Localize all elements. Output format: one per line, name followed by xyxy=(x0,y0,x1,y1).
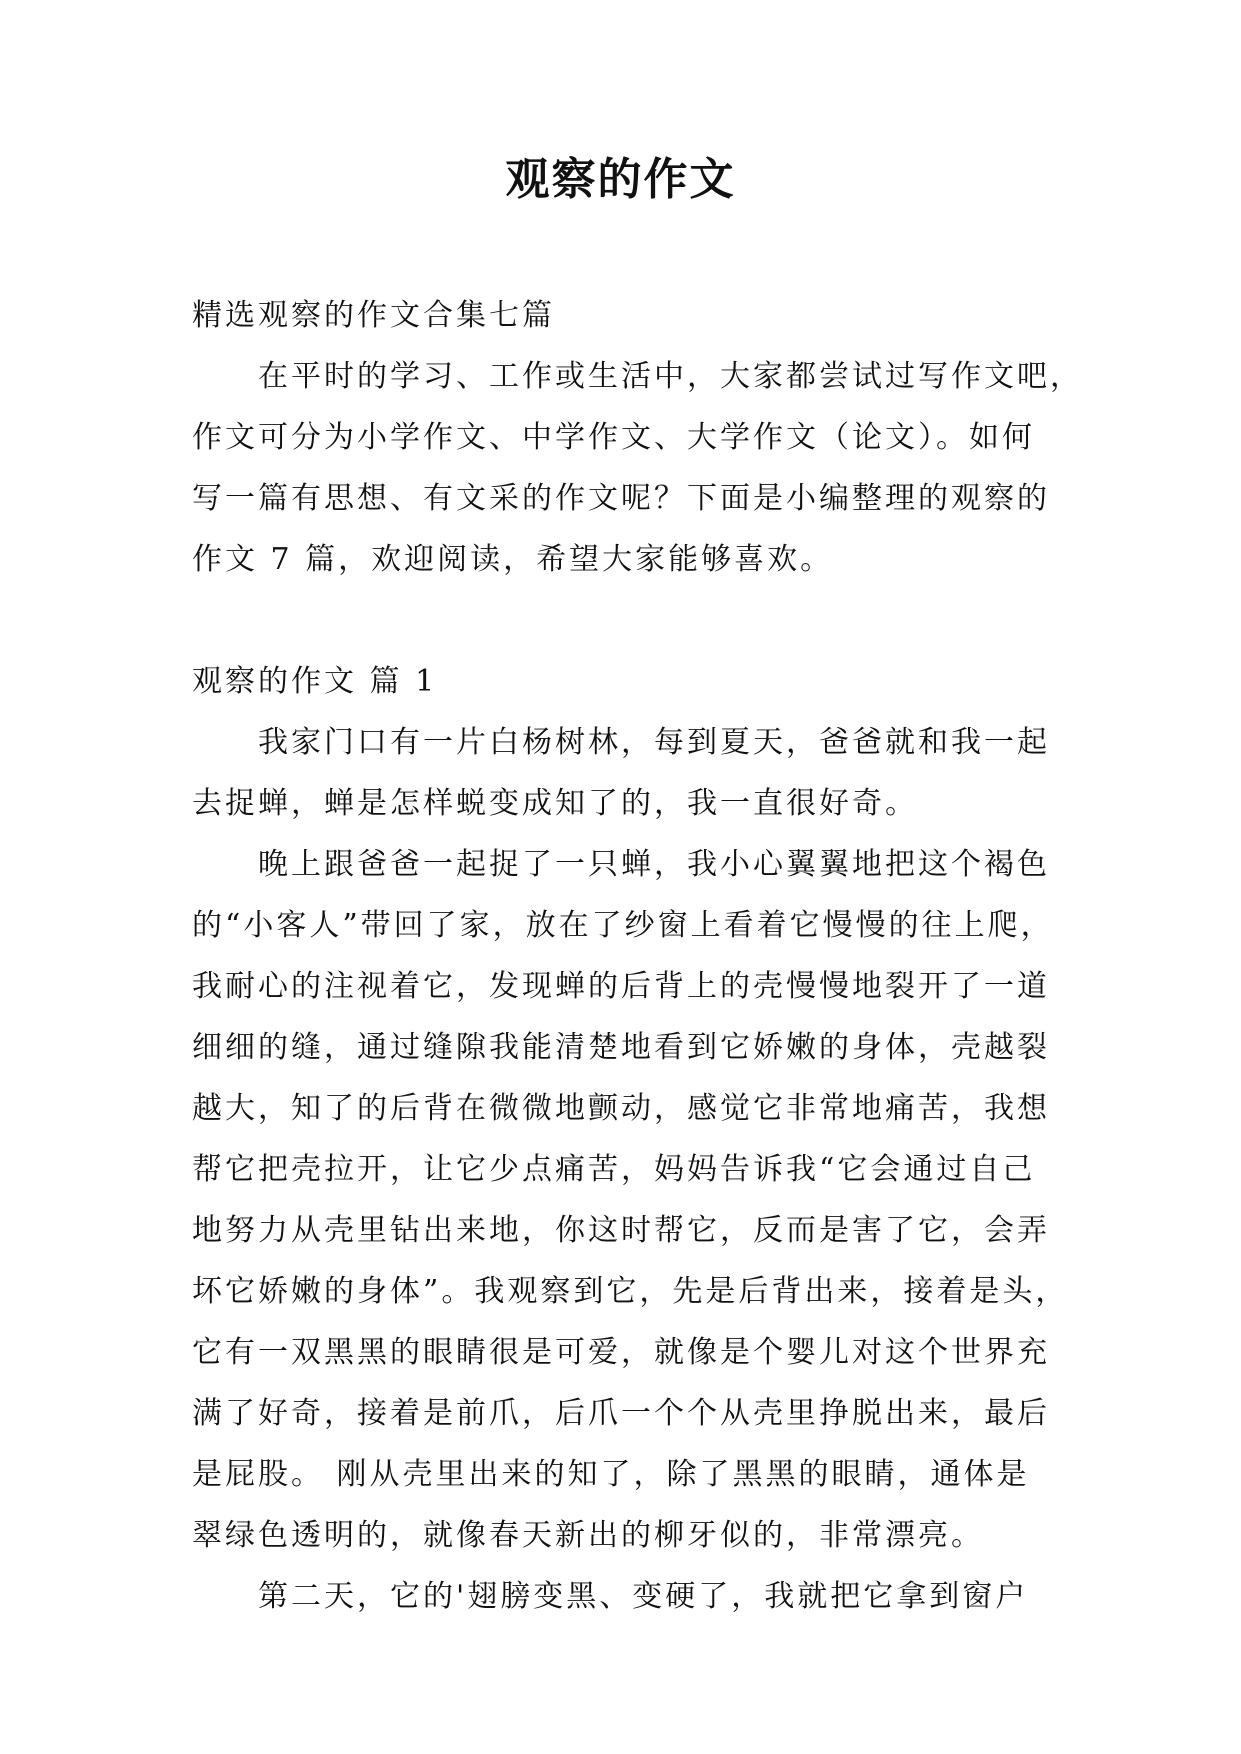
paragraph-3 xyxy=(192,1566,1062,1627)
paragraph-line: 细细的缝，通过缝隙我能清楚地看到它娇嫩的身体，壳越裂 xyxy=(192,1030,1050,1065)
intro-line: 在平时的学习、工作或生活中，大家都尝试过写作文吧， xyxy=(258,359,1083,394)
page-title: 观察的作文 xyxy=(505,154,736,205)
paragraph-line: 第二天，它的'翅膀变黑、变硬了，我就把它拿到窗户 xyxy=(258,1579,1029,1614)
paragraph-2 xyxy=(192,834,1069,1566)
paragraph-line: 我耐心的注视着它，发现蝉的后背上的壳慢慢地裂开了一道 xyxy=(192,969,1050,1004)
section-heading: 观察的作文 篇 1 xyxy=(192,664,438,699)
paragraph-line: 帮它把壳拉开，让它少点痛苦，妈妈告诉我“它会通过自己 xyxy=(192,1152,1036,1187)
intro-line: 作文可分为小学作文、中学作文、大学作文（论文）。如何 xyxy=(192,420,1035,455)
paragraph-line: 翠绿色透明的，就像春天新出的柳牙似的，非常漂亮。 xyxy=(192,1518,984,1553)
paragraph-line: 地努力从壳里钻出来地，你这时帮它，反而是害了它，会弄 xyxy=(192,1213,1050,1248)
paragraph-line: 是屁股。 刚从壳里出来的知了，除了黑黑的眼睛，通体是 xyxy=(192,1457,1030,1492)
paragraph-1 xyxy=(192,712,1062,834)
paragraph-line: 越大，知了的后背在微微地颤动，感觉它非常地痛苦，我想 xyxy=(192,1091,1050,1126)
paragraph-line: 坏它娇嫩的身体”。我观察到它，先是后背出来，接着是头， xyxy=(192,1274,1069,1309)
paragraph-line: 它有一双黑黑的眼睛很是可爱，就像是个婴儿对这个世界充 xyxy=(192,1335,1050,1370)
subtitle: 精选观察的作文合集七篇 xyxy=(192,298,555,333)
paragraph-line: 晚上跟爸爸一起捉了一只蝉，我小心翼翼地把这个褐色 xyxy=(258,847,1050,882)
paragraph-line: 满了好奇，接着是前爪，后爪一个个从壳里挣脱出来，最后 xyxy=(192,1396,1050,1431)
paragraph-line: 的“小客人”带回了家，放在了纱窗上看着它慢慢的往上爬， xyxy=(192,908,1054,943)
intro-line: 写一篇有思想、有文采的作文呢？下面是小编整理的观察的 xyxy=(192,481,1050,516)
document-body xyxy=(192,285,1083,1627)
paragraph-line: 去捉蝉，蝉是怎样蜕变成知了的，我一直很好奇。 xyxy=(192,786,918,821)
intro-line: 作文 7 篇，欢迎阅读，希望大家能够喜欢。 xyxy=(192,542,834,577)
paragraph-line: 我家门口有一片白杨树林，每到夏天，爸爸就和我一起 xyxy=(258,725,1050,760)
intro-paragraph xyxy=(192,346,1083,590)
